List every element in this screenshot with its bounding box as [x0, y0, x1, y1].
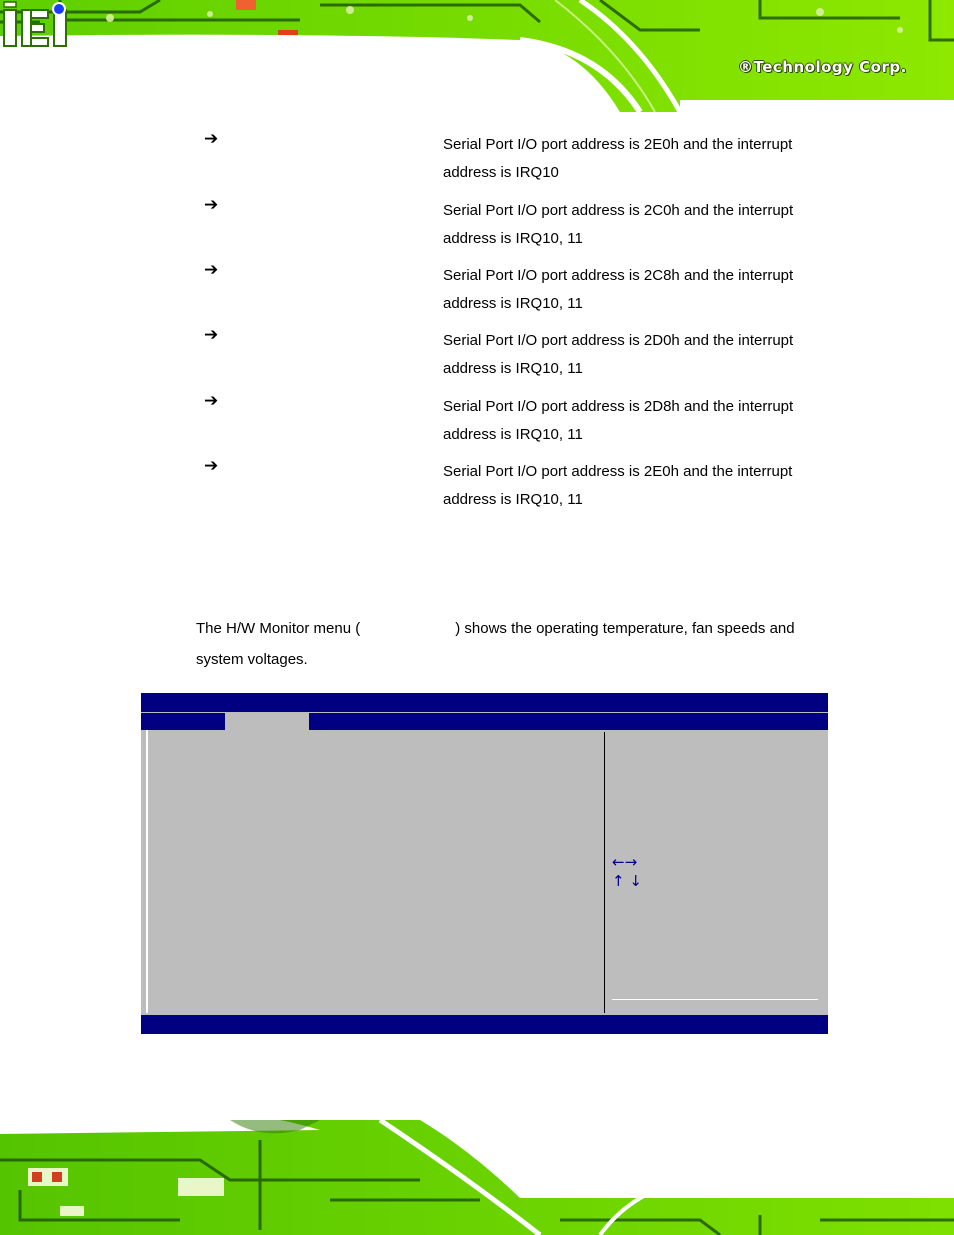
option-line: address is IRQ10, 11 — [443, 426, 583, 443]
option-line: Serial Port I/O port address is 2E0h and the interrupt — [443, 136, 793, 153]
arrow-icon: ➔ — [204, 456, 219, 476]
list-item — [0, 262, 954, 322]
bios-screen — [141, 693, 828, 1034]
left-right-arrows-icon: ←→ — [612, 853, 638, 871]
bios-status-bar — [141, 1015, 828, 1034]
option-description — [443, 327, 823, 383]
hw-monitor-intro — [196, 613, 821, 675]
up-down-arrows-icon: ↑ ↓ — [612, 872, 642, 890]
list-item — [0, 327, 954, 387]
list-item — [0, 131, 954, 191]
bios-title-bar — [141, 693, 828, 712]
bios-help-separator — [612, 999, 818, 1000]
bios-help-keys — [612, 853, 642, 891]
option-line: address is IRQ10, 11 — [443, 491, 583, 508]
option-description — [443, 262, 823, 318]
option-line: Serial Port I/O port address is 2D0h and the interrupt — [443, 332, 794, 349]
bios-panel-divider — [604, 732, 605, 1013]
iei-logo — [0, 0, 260, 56]
option-description — [443, 197, 823, 253]
arrow-icon: ➔ — [204, 260, 219, 280]
option-description — [443, 458, 823, 514]
option-line: address is IRQ10 — [443, 164, 559, 181]
list-item — [0, 458, 954, 518]
option-line: Serial Port I/O port address is 2D8h and the interrupt — [443, 398, 794, 415]
paragraph-line-1 — [196, 613, 821, 644]
paragraph-text-before: The H/W Monitor menu ( — [196, 620, 361, 637]
arrow-icon: ➔ — [204, 325, 219, 345]
page-footer-banner — [0, 1120, 954, 1235]
option-line: address is IRQ10, 11 — [443, 360, 583, 377]
bios-menu-bar — [141, 713, 828, 730]
arrow-icon: ➔ — [204, 195, 219, 215]
option-line: Serial Port I/O port address is 2C0h and the interrupt — [443, 202, 794, 219]
option-description — [443, 393, 823, 449]
circuit-board-graphic — [0, 1120, 954, 1235]
list-item — [0, 393, 954, 453]
bios-settings-panel — [146, 730, 605, 1013]
option-line: Serial Port I/O port address is 2E0h and the interrupt — [443, 463, 793, 480]
bios-tab-active[interactable] — [225, 713, 309, 730]
arrow-icon: ➔ — [204, 129, 219, 149]
paragraph-text-after: ) shows the operating temperature, fan speeds and — [455, 620, 795, 637]
company-name: ®Technology Corp. — [738, 58, 907, 76]
list-item — [0, 197, 954, 257]
option-line: address is IRQ10, 11 — [443, 295, 583, 312]
option-line: address is IRQ10, 11 — [443, 230, 583, 247]
option-line: Serial Port I/O port address is 2C8h and the interrupt — [443, 267, 794, 284]
page-header-banner — [0, 0, 954, 112]
paragraph-line-2: system voltages. — [196, 651, 308, 668]
arrow-icon: ➔ — [204, 391, 219, 411]
option-description — [443, 131, 823, 187]
